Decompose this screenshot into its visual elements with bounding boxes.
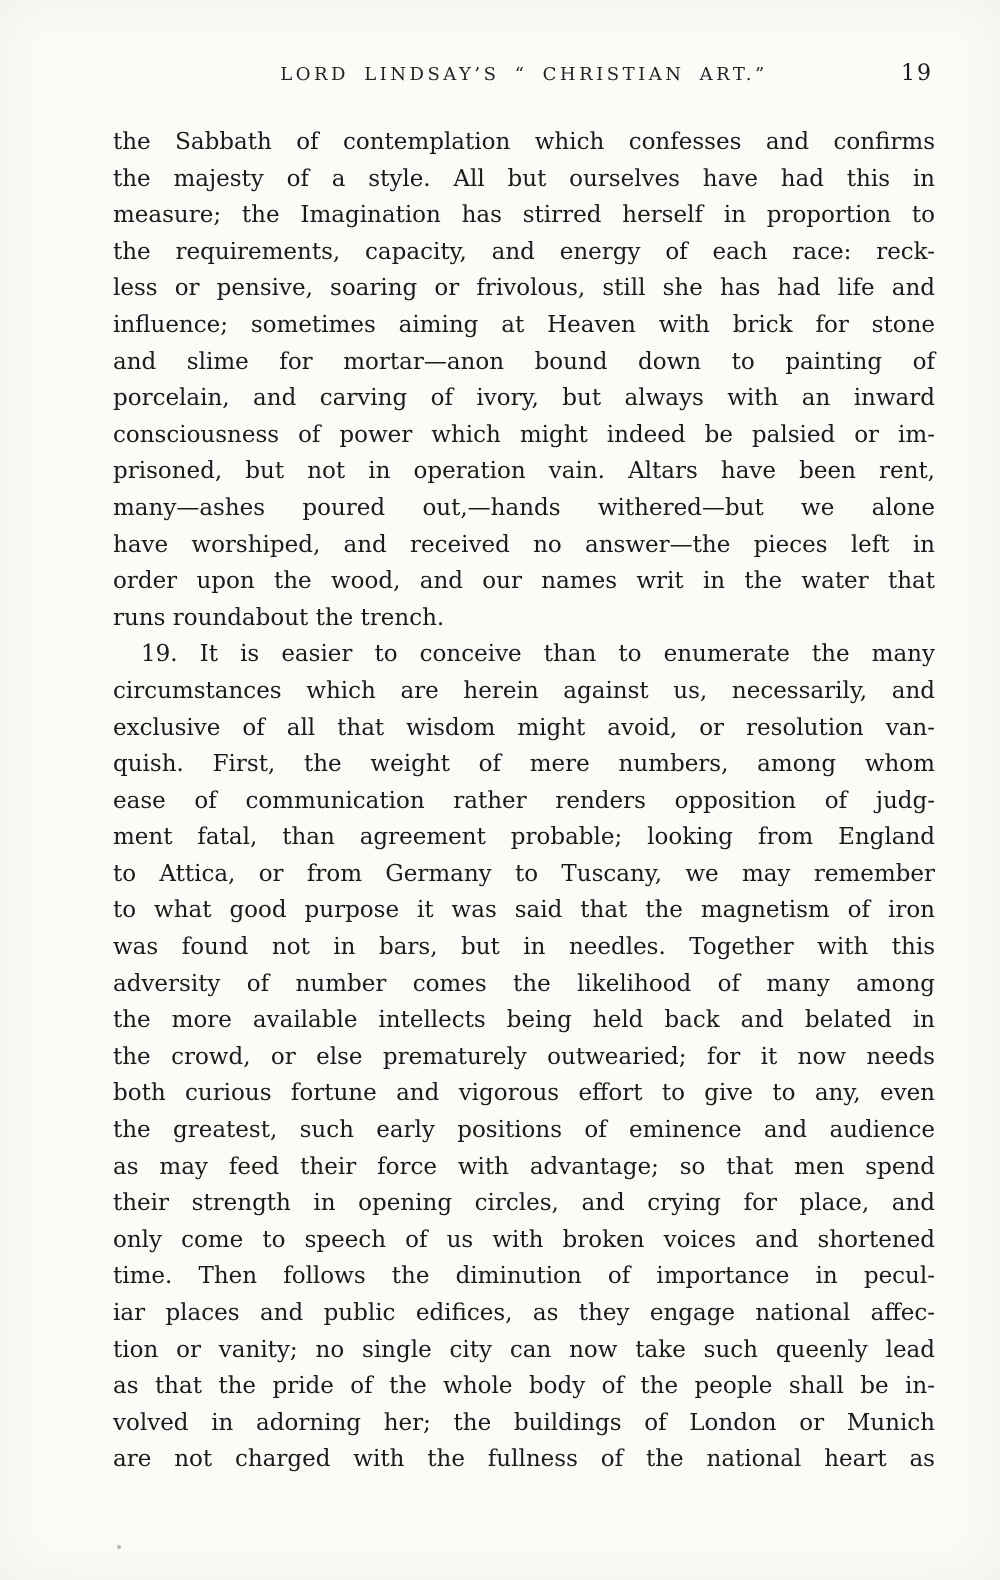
text-line: runs roundabout the trench. (113, 604, 445, 631)
text-line: tion or vanity; no single city can now take such queenly lead (113, 1336, 935, 1363)
page-header (113, 61, 935, 86)
text-line: to what good purpose it was said that the magnetism of iron (113, 897, 935, 924)
text-line: have worshiped, and received no answer—the pieces left in (113, 531, 935, 558)
text-line: ease of communication rather renders opposition of judg- (113, 787, 935, 814)
running-title: LORD LINDSAY’S “ CHRISTIAN ART.” (280, 64, 768, 85)
text-line: and slime for mortar—anon bound down to painting of (113, 348, 935, 375)
text-line: order upon the wood, and our names writ in the water that (113, 568, 935, 595)
text-line: to Attica, or from Germany to Tuscany, we may remember (113, 860, 935, 887)
text-line: many—ashes poured out,—hands withered—but we alone (113, 494, 935, 521)
text-line: their strength in opening circles, and crying for place, and (113, 1190, 935, 1217)
scan-artifact (117, 1545, 121, 1549)
text-line: ment fatal, than agreement probable; looking from England (113, 824, 935, 851)
text-line: porcelain, and carving of ivory, but always with an inward (113, 385, 935, 412)
text-line: influence; sometimes aiming at Heaven with brick for stone (113, 311, 935, 338)
text-line: the more available intellects being held back and belated in (113, 1007, 935, 1034)
page-number: 19 (901, 61, 933, 86)
text-line: circumstances which are herein against us, necessarily, and (113, 677, 935, 704)
text-line: consciousness of power which might indeed be palsied or im- (113, 421, 935, 448)
text-line: both curious fortune and vigorous effort to give to any, even (113, 1080, 935, 1107)
text-line: iar places and public edifices, as they engage national affec- (113, 1300, 935, 1326)
text-line: the Sabbath of contemplation which confesses and confirms (113, 129, 935, 155)
text-line: exclusive of all that wisdom might avoid, or resolution van- (113, 714, 935, 741)
text-line: adversity of number comes the likelihood of many among (113, 970, 935, 997)
text-line: only come to speech of us with broken voices and shortened (113, 1226, 935, 1253)
text-line: measure; the Imagination has stirred herself in proportion to (113, 202, 935, 229)
page-body (113, 124, 935, 1478)
text-line: less or pensive, soaring or frivolous, still she has had life and (113, 275, 935, 302)
text-line: quish. First, the weight of mere numbers, among whom (113, 751, 935, 778)
text-line: as that the pride of the whole body of the people shall be in- (113, 1373, 935, 1400)
text-line: are not charged with the fullness of the national heart as (113, 1446, 935, 1473)
text-line: the majesty of a style. All but ourselves have had this in (113, 165, 935, 192)
text-line: volved in adorning her; the buildings of London or Munich (113, 1409, 935, 1436)
text-line: as may feed their force with advantage; so that men spend (113, 1153, 935, 1180)
text-line: the crowd, or else prematurely outwearied; for it now needs (113, 1043, 935, 1070)
text-line: was found not in bars, but in needles. Together with this (113, 934, 935, 961)
text-line: prisoned, but not in operation vain. Altars have been rent, (113, 458, 935, 485)
text-line: time. Then follows the diminution of importance in pecul- (113, 1263, 935, 1290)
text-line: the requirements, capacity, and energy of each race: reck- (113, 238, 935, 265)
text-line: 19. It is easier to conceive than to enumerate the many (141, 641, 935, 668)
text-line: the greatest, such early positions of eminence and audience (113, 1117, 935, 1144)
